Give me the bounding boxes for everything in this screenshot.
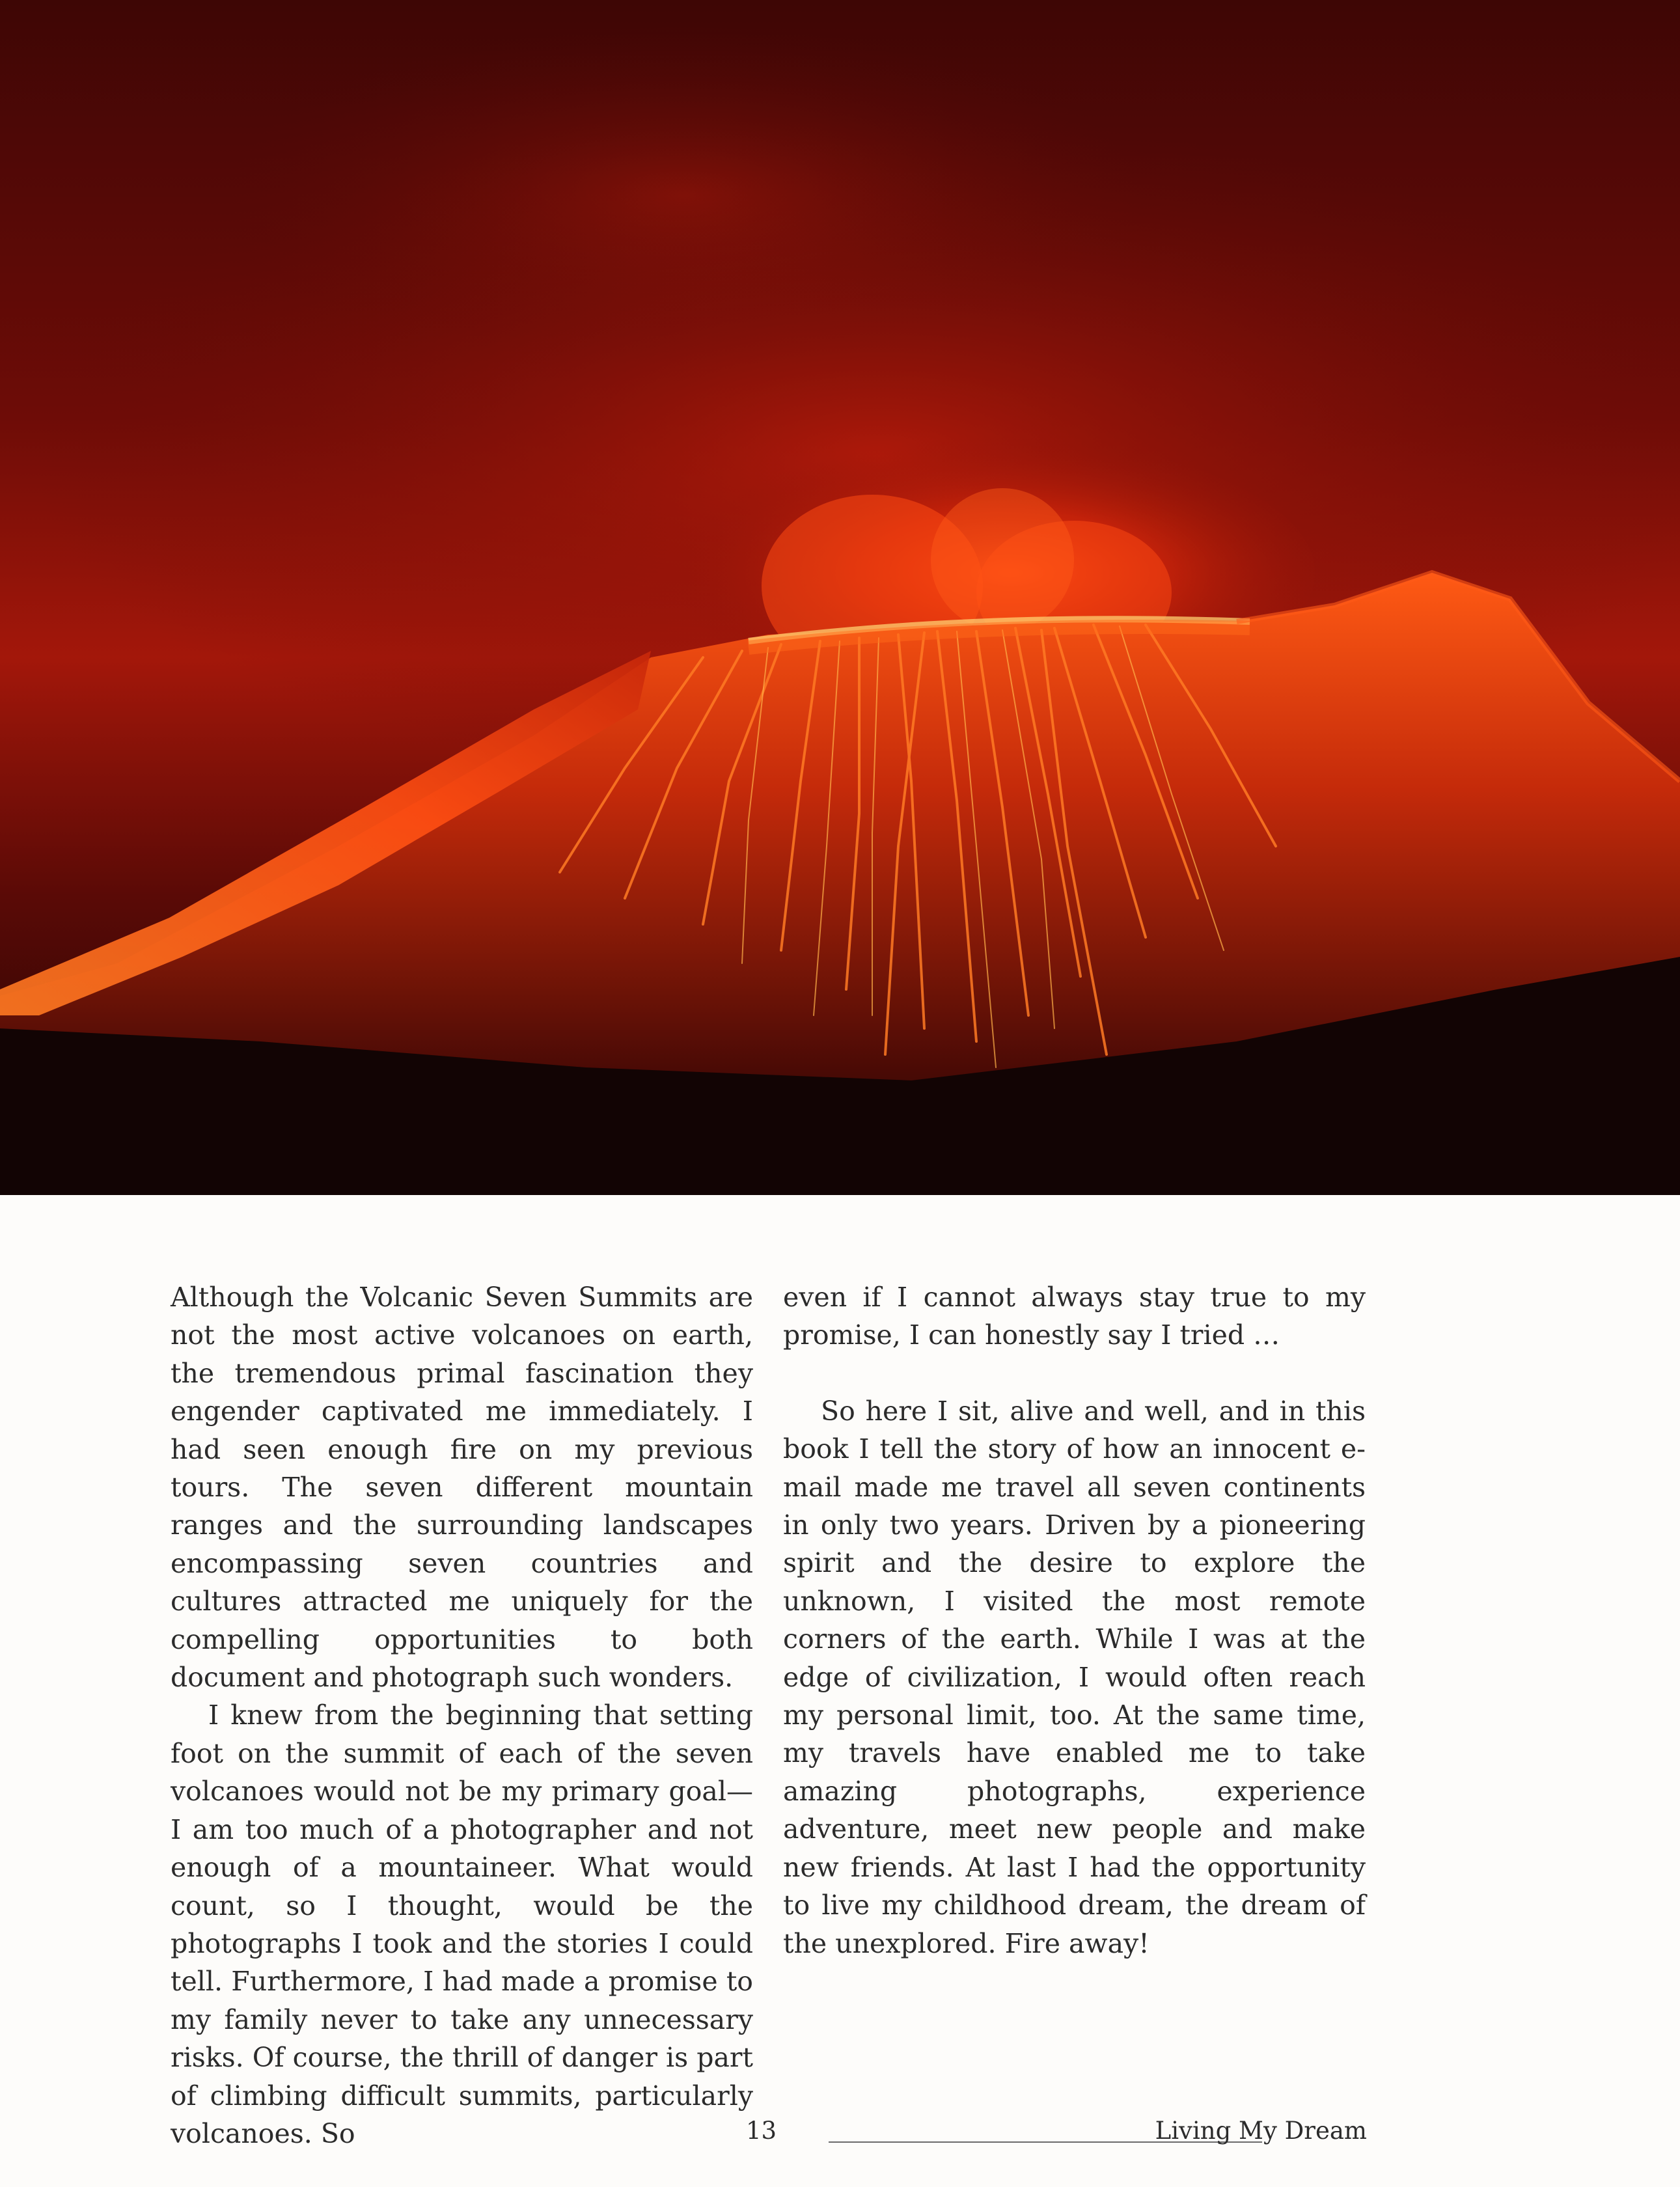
body-paragraph: I knew from the beginning that setting foot on the summit of each of the seven volcanoes would not be my primary goal—I am too much of a photographer and not enough of a mountaineer. What would count, so I thought, would be the photographs I took and the stories I could tell. Furthermore, I had made a promise to my family never to take any unnecessary risks. Of course, the thrill of danger is part of climbing difficult summits, particularly volcanoes. So — [171, 1699, 753, 2149]
body-paragraph: Although the Volcanic Seven Summits are not the most active volcanoes on earth, the tremendous primal fascination they engender captivated me immediately. I had seen enough fire on my previous tours. The seven different mountain ranges and the surrounding landscapes encompassing seven countries and cultures attracted me uniquely for the compelling opportunities to both document and photograph such wonders. — [171, 1282, 753, 1694]
page-number: 13 — [746, 2117, 777, 2145]
right-text-column — [783, 1278, 1366, 1962]
body-paragraph: So here I sit, alive and well, and in this book I tell the story of how an innocent e-mail made me travel all seven continents in only two years. Driven by a pioneering spirit and the desire to explore the unknown, I visited the most remote corners of the earth. While I was at the edge of civilization, I would often reach my personal limit, too. At the same time, my travels have enabled me to take amazing photographs, experience adventure, meet new people and make new friends. At last I had the opportunity to live my childhood dream, the dream of the unexplored. Fire away! — [783, 1395, 1366, 1959]
running-title: Living My Dream — [1155, 2117, 1367, 2145]
left-text-column — [171, 1278, 753, 2153]
body-paragraph: even if I cannot always stay true to my promise, I can honestly say I tried … — [783, 1282, 1366, 1351]
page-footer — [746, 2117, 1367, 2149]
